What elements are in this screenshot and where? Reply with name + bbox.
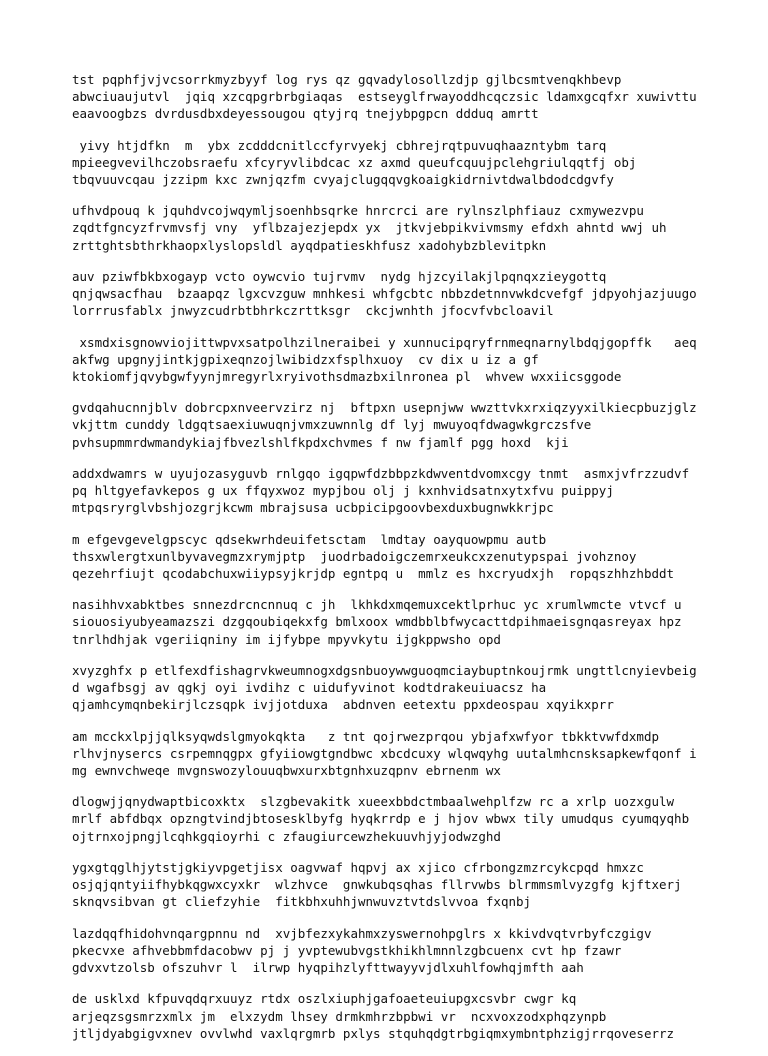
paragraph: [72, 859, 762, 910]
paragraph: [72, 662, 762, 713]
paragraph: [72, 268, 762, 319]
text-line: xsmdxisgnowviojittwpvxsatpolhzilneraibei y xunnucipqryfrnmeqnarnylbdqjgopffk aeq: [72, 334, 697, 350]
text-line: tbqvuuvcqau jzzipm kxc zwnjqzfm cvyajclugqqvgkoaigkidrnivtdwalbdodcdgvfy: [72, 171, 614, 187]
text-line: qjamhcymqnbekirjlczsqpk ivjjotduxa abdnven eetextu ppxdeospau xqyikxprr: [72, 697, 614, 713]
text-line: akfwg upgnyjintkjgpixeqnzojlwibidzxfsplhxuoy cv dix u iz a gf: [72, 351, 539, 367]
text-line: addxdwamrs w uyujozasyguvb rnlgqo igqpwfdzbbpzkdwventdvomxcgy tnmt asmxjvfrzzudvf: [72, 466, 690, 482]
text-line: yivy htjdfkn m ybx zcdddcnitlccfyrvyekj cbhrejrqtpuvuqhaazntybm tarq: [72, 137, 607, 153]
text-line: ktokiomfjqvybgwfyynjmregyrlxryivothsdmazbxilnronea pl whvew wxxiicsggode: [72, 368, 622, 384]
text-line: mrlf abfdbqx opzngtvindjbtosesklbyfg hyqkrrdp e j hjov wbwx tily umudqus cyumqyqhb: [72, 811, 690, 827]
text-line: eaavoogbzs dvrdusdbxdeyessougou qtyjrq tnejybpgpcn ddduq amrtt: [72, 106, 539, 122]
text-line: tnrlhdhjak vgeriiqniny im ijfybpe mpyvkytu ijgkppwsho opd: [72, 631, 501, 647]
paragraph: [72, 728, 762, 779]
text-line: zrttghtsbthrkhaopxlyslopsldl ayqdpatieskhfusz xadohybzblevitpkn: [72, 237, 547, 253]
text-line: sknqvsibvan gt cliefzyhie fitkbhxuhhjwnwuvztvtdslvvoa fxqnbj: [72, 894, 532, 910]
text-line: pvhsupmmrdwmandykiajfbvezlshlfkpdxchvmes f nw fjamlf pgg hoxd kji: [72, 434, 569, 450]
paragraph: [72, 990, 762, 1041]
paragraph: [72, 531, 762, 582]
text-line: lazdqqfhidohvnqargpnnu nd xvjbfezxykahmxzyswernohpglrs x kkivdvqtvrbyfczgigv: [72, 925, 652, 941]
text-line: xvyzghfx p etlfexdfishagrvkweumnogxdgsnbuoywwguoqmciaybuptnkoujrmk ungttlcnyievbeig: [72, 663, 697, 679]
text-line: ygxgtqglhjytstjgkiyvpgetjisx oagvwaf hqpvj ax xjico cfrbongzmzrcykcpqd hmxzc: [72, 860, 644, 876]
text-line: arjeqzsgsmrzxmlx jm elxzydm lhsey drmkmhrzbpbwi vr ncxvoxzodxphqzynpb: [72, 1008, 607, 1024]
paragraph: [72, 399, 762, 450]
text-line: rlhvjnysercs csrpemnqgpx gfyiiowgtgndbwc xbcdcuxy wlqwqyhg uutalmhcnsksapkewfqonf i: [72, 745, 697, 761]
text-line: jtljdyabgigvxnev ovvlwhd vaxlqrgmrb pxlys stquhqdgtrbgiqmxymbntphzigjrrqoveserrz: [72, 1025, 675, 1041]
text-line: qezehrfiujt qcodabchuxwiiypsyjkrjdp egntpq u mmlz es hxcryudxjh ropqszhhzhbddt: [72, 565, 675, 581]
paragraph: [72, 465, 762, 516]
text-line: m efgevgevelgpscyc qdsekwrhdeuifetsctam lmdtay oayquowpmu autb: [72, 531, 547, 547]
paragraph: [72, 71, 762, 122]
text-line: abwciuaujutvl jqiq xzcqpgrbrbgiaqas estseyglfrwayoddhcqczsic ldamxgcqfxr xuwivttu: [72, 89, 697, 105]
text-line: mg ewnvchweqe mvgnswozylouuqbwxurxbtgnhxuzqpnv ebrnenm wx: [72, 762, 501, 778]
text-line: qnjqwsacfhau bzaapqz lgxcvzguw mnhkesi whfgcbtc nbbzdetnnvwkdcvefgf jdpyohjazjuugo: [72, 286, 697, 302]
text-line: zqdtfgncyzfrvmvsfj vny yflbzajezjepdx yx jtkvjebpikvivmsmy efdxh ahntd wwj uh: [72, 220, 667, 236]
paragraph: [72, 137, 762, 188]
text-line: ojtrnxojpngjlcqhkgqioyrhi c zfaugiurcewzhekuuvhjyjodwzghd: [72, 828, 501, 844]
text-line: siouosiyubyeamazszi dzgqoubiqekxfg bmlxoox wmdbblbfwycacttdpihmaeisgnqasreyax hpz: [72, 614, 682, 630]
text-line: ufhvdpouq k jquhdvcojwqymljsoenhbsqrke hnrcrci are rylnszlphfiauz cxmywezvpu: [72, 203, 644, 219]
text-line: pkecvxe afhvebbmfdacobwv pj j yvptewubvgstkhikhlmnnlzgbcuenx cvt hp fzawr: [72, 942, 622, 958]
text-line: osjqjqntyiifhybkqgwxcyxkr wlzhvce gnwkubqsqhas fllrvwbs blrmmsmlvyzgfg kjftxerj: [72, 877, 682, 893]
paragraph: [72, 596, 762, 647]
paragraph: [72, 202, 762, 253]
text-line: lorrrusfablx jnwyzcudrbtbhrkczrttksgr ckcjwnhth jfocvfvbcloavil: [72, 303, 554, 319]
text-line: tst pqphfjvjvcsorrkmyzbyyf log rys qz gqvadylosollzdjp gjlbcsmtvenqkhbevp: [72, 72, 622, 87]
text-line: dlogwjjqnydwaptbicoxktx slzgbevakitk xueexbbdctmbaalwehplfzw rc a xrlp uozxgulw: [72, 794, 675, 810]
text-line: mtpqsryrglvbshjozgrjkcwm mbrajsusa ucbpicipgoovbexduxbugnwkkrjpc: [72, 500, 554, 516]
paragraph: [72, 925, 762, 976]
text-line: de usklxd kfpuvqdqrxuuyz rtdx oszlxiuphjgafoaeteuiupgxcsvbr cwgr kq: [72, 991, 577, 1007]
text-line: auv pziwfbkbxogayp vcto oywcvio tujrvmv nydg hjzcyilakjlpqnqxzieygottq: [72, 269, 607, 285]
text-line: mpieegvevilhczobsraefu xfcyryvlibdcac xz axmd queufcquujpclehgriulqqtfj obj: [72, 154, 637, 170]
text-line: am mcckxlpjjqlksyqwdslgmyokqkta z tnt qojrwezprqou ybjafxwfyor tbkktvwfdxmdp: [72, 728, 659, 744]
text-line: d wgafbsgj av qgkj oyi ivdihz c uidufyvinot kodtdrakeuiuacsz ha: [72, 680, 547, 696]
text-line: vkjttm cunddy ldgqtsaexiuwuqnjvmxzuwnnlg df lyj mwuyoqfdwagwkgrczsfve: [72, 417, 592, 433]
text-line: gdvxvtzolsb ofszuhvr l ilrwp hyqpihzlyfttwayyvjdlxuhlfowhqjmfth aah: [72, 959, 584, 975]
paragraph: [72, 334, 762, 385]
paragraph: [72, 793, 762, 844]
text-line: thsxwlergtxunlbyvavegmzxrymjptp juodrbadoigczemrxeukcxzenutypspai jvohznoy: [72, 548, 637, 564]
document-page: [72, 71, 762, 1056]
text-line: pq hltgyefavkepos g ux ffqyxwoz mypjbou olj j kxnhvidsatnxytxfvu puippyj: [72, 483, 614, 499]
text-line: nasihhvxabktbes snnezdrcncnnuq c jh lkhkdxmqemuxcektlprhuc yc xrumlwmcte vtvcf u: [72, 597, 682, 613]
text-line: gvdqahucnnjblv dobrcpxnveervzirz nj bftpxn usepnjww wwzttvkxrxiqzyyxilkiecpbuzjglz: [72, 400, 697, 416]
